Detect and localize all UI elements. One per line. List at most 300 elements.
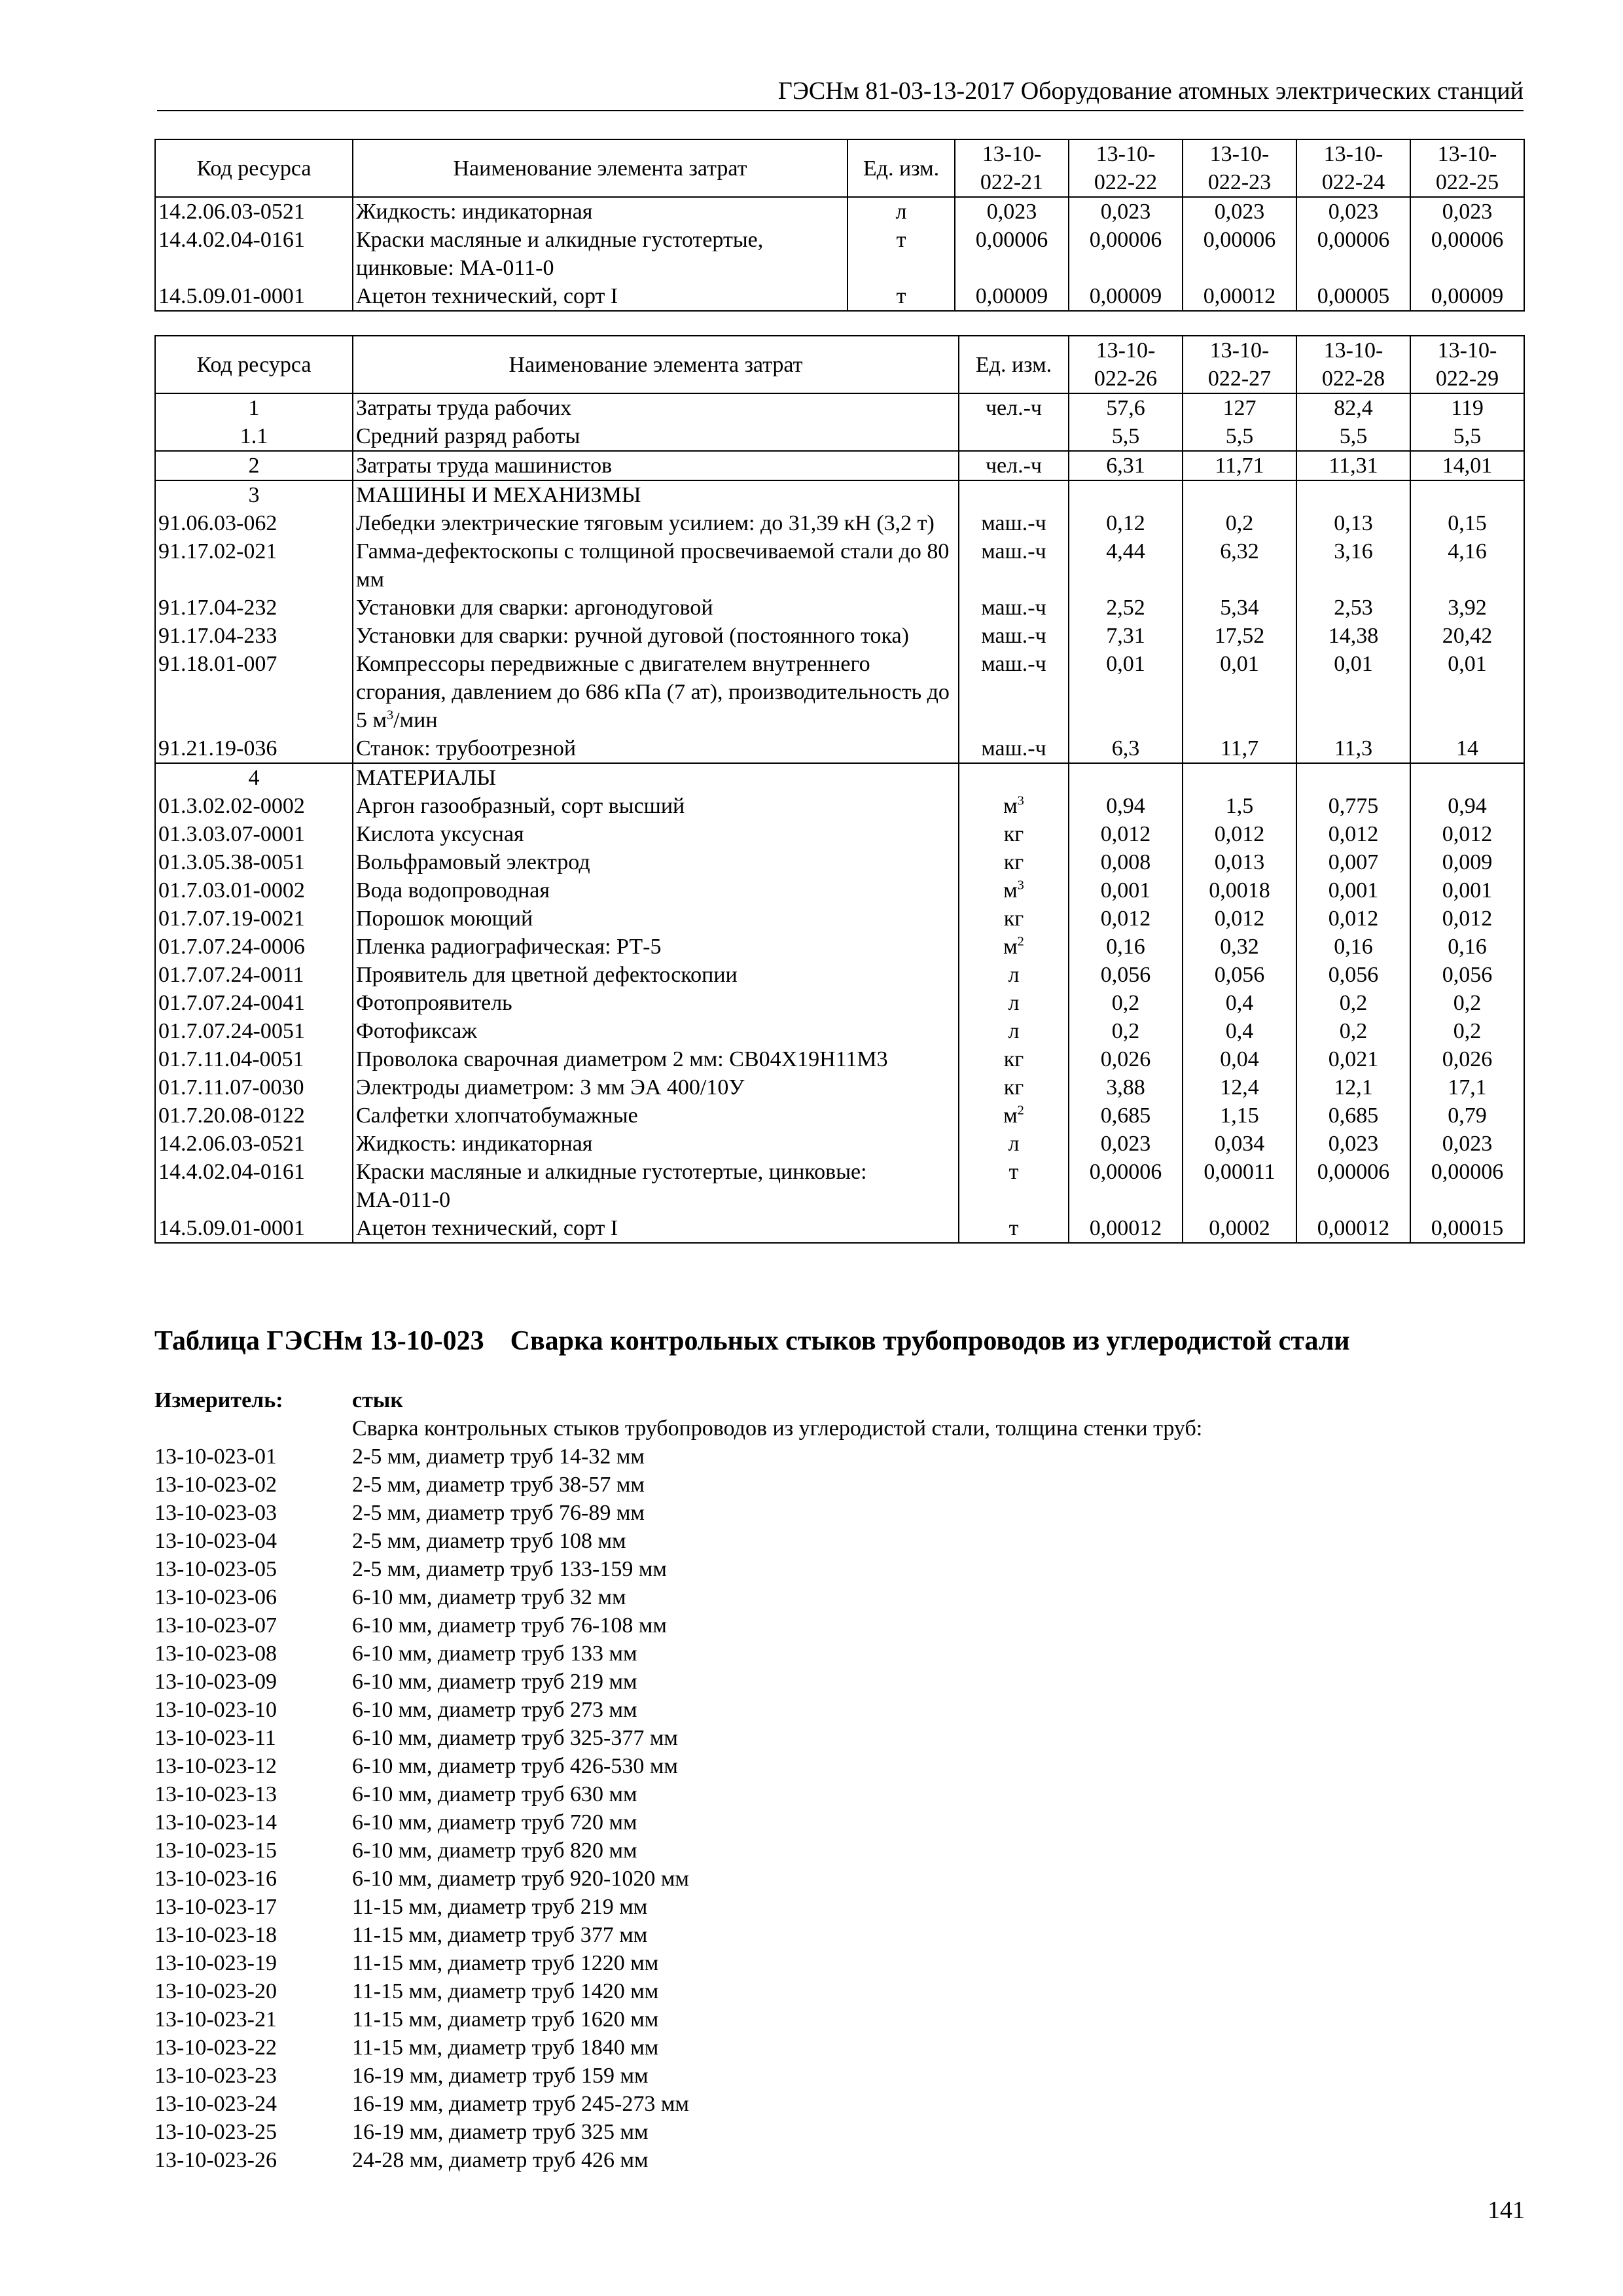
cell-code: 14.4.02.04-0161 xyxy=(155,1158,353,1214)
cell-value: 0,012 xyxy=(1183,905,1296,933)
table-row xyxy=(155,451,1524,480)
cell-value xyxy=(1069,480,1183,509)
cell-value: 0,04 xyxy=(1183,1045,1296,1073)
table-row xyxy=(155,1017,1524,1045)
cell-code: 91.18.01-007 xyxy=(155,650,353,734)
list-item xyxy=(154,1949,1202,1977)
cell-value: 0,00009 xyxy=(1410,282,1524,311)
table-header-row xyxy=(155,336,1524,393)
cell-value: 5,34 xyxy=(1183,594,1296,622)
cell-value: 0,00012 xyxy=(1069,1214,1183,1243)
cell-unit: т xyxy=(847,282,955,311)
item-text: 6-10 мм, диаметр труб 76-108 мм xyxy=(352,1613,667,1638)
cell-value: 0,009 xyxy=(1410,848,1524,876)
item-text: 11-15 мм, диаметр труб 1620 мм xyxy=(352,2007,659,2032)
table-row xyxy=(155,282,1524,311)
cell-unit xyxy=(959,763,1069,792)
cell-name: Ацетон технический, сорт I xyxy=(353,1214,959,1243)
cell-value xyxy=(1296,480,1410,509)
item-code: 13-10-023-14 xyxy=(154,1810,277,1835)
cell-name: Затраты труда рабочих xyxy=(353,393,959,422)
table-row xyxy=(155,848,1524,876)
item-code: 13-10-023-23 xyxy=(154,2064,277,2088)
item-code: 13-10-023-02 xyxy=(154,1473,277,1497)
list-item xyxy=(154,1471,1202,1499)
item-text: 2-5 мм, диаметр труб 76-89 мм xyxy=(352,1501,645,1525)
table-row xyxy=(155,1073,1524,1102)
cell-value: 0,01 xyxy=(1296,650,1410,734)
header-col: 13-10- 022-23 xyxy=(1183,139,1296,197)
cell-code: 01.3.05.38-0051 xyxy=(155,848,353,876)
cell-value: 0,012 xyxy=(1296,820,1410,848)
item-text: 11-15 мм, диаметр труб 377 мм xyxy=(352,1923,648,1947)
list-item xyxy=(154,1696,1202,1724)
list-item xyxy=(154,2090,1202,2118)
cell-value: 0,32 xyxy=(1183,933,1296,961)
measure-intro-row xyxy=(154,1414,1202,1443)
item-text: 24-28 мм, диаметр труб 426 мм xyxy=(352,2148,649,2172)
cell-value: 0,01 xyxy=(1069,650,1183,734)
item-code: 13-10-023-17 xyxy=(154,1895,277,1919)
cell-value: 0,00012 xyxy=(1296,1214,1410,1243)
item-text: 11-15 мм, диаметр труб 219 мм xyxy=(352,1895,648,1919)
item-code: 13-10-023-25 xyxy=(154,2120,277,2144)
cell-name: Жидкость: индикаторная xyxy=(353,1130,959,1158)
list-item xyxy=(154,1752,1202,1780)
cell-name: Порошок моющий xyxy=(353,905,959,933)
cell-value: 0,4 xyxy=(1183,1017,1296,1045)
cell-name: Проявитель для цветной дефектоскопии xyxy=(353,961,959,989)
table-row xyxy=(155,650,1524,734)
cell-value: 0,001 xyxy=(1410,876,1524,905)
cell-unit: чел.-ч xyxy=(959,451,1069,480)
table-title xyxy=(154,1325,1350,1357)
cell-code: 01.3.03.07-0001 xyxy=(155,820,353,848)
cell-unit: кг xyxy=(959,848,1069,876)
cell-value: 17,1 xyxy=(1410,1073,1524,1102)
item-text: 16-19 мм, диаметр труб 159 мм xyxy=(352,2064,649,2088)
cell-unit: $м^2$ xyxy=(959,933,1069,961)
cell-value: 5,5 xyxy=(1069,422,1183,451)
cell-value: 0,012 xyxy=(1069,820,1183,848)
item-code: 13-10-023-05 xyxy=(154,1557,277,1581)
item-code: 13-10-023-20 xyxy=(154,1979,277,2003)
cell-name: Станок: трубоотрезной xyxy=(353,734,959,763)
cell-value: 0,01 xyxy=(1183,650,1296,734)
cell-unit: л xyxy=(959,989,1069,1017)
resource-table-1 xyxy=(154,139,1525,312)
cell-name: Жидкость: индикаторная xyxy=(353,197,847,226)
cell-unit xyxy=(959,422,1069,451)
cell-name: Ацетон технический, сорт I xyxy=(353,282,847,311)
cell-value: 0,00006 xyxy=(1410,226,1524,282)
cell-value: 0,012 xyxy=(1183,820,1296,848)
cell-code: 01.7.11.04-0051 xyxy=(155,1045,353,1073)
item-code: 13-10-023-11 xyxy=(154,1726,276,1750)
measure-section xyxy=(154,1386,1202,2174)
item-text: 2-5 мм, диаметр труб 38-57 мм xyxy=(352,1473,645,1497)
cell-value: 11,3 xyxy=(1296,734,1410,763)
cell-value: 0,034 xyxy=(1183,1130,1296,1158)
cell-value: 0,012 xyxy=(1410,905,1524,933)
cell-value: 0,023 xyxy=(1069,1130,1183,1158)
item-code: 13-10-023-24 xyxy=(154,2092,277,2116)
cell-value: 5,5 xyxy=(1410,422,1524,451)
cell-unit: т xyxy=(959,1214,1069,1243)
cell-code: 3 xyxy=(155,480,353,509)
item-text: 11-15 мм, диаметр труб 1220 мм xyxy=(352,1951,659,1975)
cell-value: 0,001 xyxy=(1069,876,1183,905)
cell-value: 0,023 xyxy=(1296,1130,1410,1158)
item-code: 13-10-023-12 xyxy=(154,1754,277,1778)
cell-value: 0,775 xyxy=(1296,792,1410,820)
cell-value: 0,2 xyxy=(1296,1017,1410,1045)
cell-unit: кг xyxy=(959,1045,1069,1073)
header-col: 13-10- 022-25 xyxy=(1410,139,1524,197)
table-row xyxy=(155,734,1524,763)
item-code: 13-10-023-06 xyxy=(154,1585,277,1609)
header-col: 13-10- 022-24 xyxy=(1296,139,1410,197)
item-code: 13-10-023-04 xyxy=(154,1529,277,1553)
cell-code: 01.7.11.07-0030 xyxy=(155,1073,353,1102)
cell-unit: кг xyxy=(959,1073,1069,1102)
item-text: 6-10 мм, диаметр труб 325-377 мм xyxy=(352,1726,678,1750)
table-row xyxy=(155,792,1524,820)
cell-code: 14.5.09.01-0001 xyxy=(155,282,353,311)
cell-value: 0,00005 xyxy=(1296,282,1410,311)
cell-code: 01.7.03.01-0002 xyxy=(155,876,353,905)
cell-code: 14.2.06.03-0521 xyxy=(155,1130,353,1158)
table-row xyxy=(155,1130,1524,1158)
item-code: 13-10-023-15 xyxy=(154,1839,277,1863)
cell-value: 0,12 xyxy=(1069,509,1183,537)
cell-value xyxy=(1410,763,1524,792)
cell-value: 0,023 xyxy=(1069,197,1183,226)
cell-unit: л xyxy=(959,1130,1069,1158)
cell-name: Затраты труда машинистов xyxy=(353,451,959,480)
cell-value: 11,7 xyxy=(1183,734,1296,763)
cell-code: 01.3.02.02-0002 xyxy=(155,792,353,820)
cell-code: 4 xyxy=(155,763,353,792)
cell-code: 2 xyxy=(155,451,353,480)
table-row xyxy=(155,1214,1524,1243)
cell-value: 127 xyxy=(1183,393,1296,422)
measure-row xyxy=(154,1386,1202,1414)
item-code: 13-10-023-07 xyxy=(154,1613,277,1638)
cell-unit: л xyxy=(847,197,955,226)
cell-unit: л xyxy=(959,1017,1069,1045)
cell-value xyxy=(1410,480,1524,509)
table-row xyxy=(155,933,1524,961)
cell-value: 0,2 xyxy=(1410,989,1524,1017)
cell-value: 0,2 xyxy=(1069,1017,1183,1045)
cell-value: 3,88 xyxy=(1069,1073,1183,1102)
cell-unit: л xyxy=(959,961,1069,989)
table-row xyxy=(155,622,1524,650)
cell-value: 0,00006 xyxy=(1183,226,1296,282)
cell-value: 7,31 xyxy=(1069,622,1183,650)
cell-unit: маш.-ч xyxy=(959,650,1069,734)
table-row xyxy=(155,961,1524,989)
table-row xyxy=(155,1102,1524,1130)
table-row xyxy=(155,763,1524,792)
cell-value: 0,16 xyxy=(1069,933,1183,961)
table-row xyxy=(155,509,1524,537)
cell-value: 0,00012 xyxy=(1183,282,1296,311)
cell-value: 0,056 xyxy=(1069,961,1183,989)
table-row xyxy=(155,480,1524,509)
item-text: 6-10 мм, диаметр труб 133 мм xyxy=(352,1641,637,1666)
list-item xyxy=(154,2062,1202,2090)
list-item xyxy=(154,1443,1202,1471)
table-body xyxy=(155,393,1524,1243)
cell-value xyxy=(1069,763,1183,792)
item-code: 13-10-023-18 xyxy=(154,1923,277,1947)
table-body xyxy=(155,197,1524,311)
cell-unit: $м^2$ xyxy=(959,1102,1069,1130)
item-text: 6-10 мм, диаметр труб 426-530 мм xyxy=(352,1754,678,1778)
table-row xyxy=(155,876,1524,905)
cell-unit: маш.-ч xyxy=(959,622,1069,650)
cell-value: 11,71 xyxy=(1183,451,1296,480)
cell-value: 5,5 xyxy=(1183,422,1296,451)
item-code: 13-10-023-19 xyxy=(154,1951,277,1975)
cell-value: 4,44 xyxy=(1069,537,1183,594)
cell-value: 0,023 xyxy=(1296,197,1410,226)
cell-name: Установки для сварки: аргонодуговой xyxy=(353,594,959,622)
cell-code: 91.17.02-021 xyxy=(155,537,353,594)
cell-code: 01.7.07.24-0011 xyxy=(155,961,353,989)
list-item xyxy=(154,1921,1202,1949)
cell-unit xyxy=(959,480,1069,509)
cell-value: 0,00006 xyxy=(1069,226,1183,282)
cell-name: Аргон газообразный, сорт высший xyxy=(353,792,959,820)
cell-value: 0,01 xyxy=(1410,650,1524,734)
cell-value: 0,2 xyxy=(1410,1017,1524,1045)
list-item xyxy=(154,1527,1202,1555)
cell-name: Проволока сварочная диаметром 2 мм: СВ04Х19Н11М3 xyxy=(353,1045,959,1073)
cell-unit: кг xyxy=(959,820,1069,848)
cell-name: Кислота уксусная xyxy=(353,820,959,848)
cell-value: 1,15 xyxy=(1183,1102,1296,1130)
cell-value: 0,00011 xyxy=(1183,1158,1296,1214)
item-code: 13-10-023-26 xyxy=(154,2148,277,2172)
cell-code: 91.21.19-036 xyxy=(155,734,353,763)
cell-value: 2,53 xyxy=(1296,594,1410,622)
cell-unit: т xyxy=(847,226,955,282)
list-item xyxy=(154,2118,1202,2146)
cell-value xyxy=(1183,480,1296,509)
cell-value: 0,00006 xyxy=(955,226,1069,282)
cell-unit: $м^3$ xyxy=(959,792,1069,820)
cell-value: 0,13 xyxy=(1296,509,1410,537)
cell-value: 20,42 xyxy=(1410,622,1524,650)
cell-name: Пленка радиографическая: РТ-5 xyxy=(353,933,959,961)
cell-value: 6,31 xyxy=(1069,451,1183,480)
header-code: Код ресурса xyxy=(155,336,353,393)
cell-value: 0,0018 xyxy=(1183,876,1296,905)
list-item xyxy=(154,1668,1202,1696)
list-item xyxy=(154,1611,1202,1640)
table-number: Таблица ГЭСНм 13-10-023 xyxy=(154,1326,484,1356)
cell-value: 0,4 xyxy=(1183,989,1296,1017)
cell-value: 0,94 xyxy=(1410,792,1524,820)
cell-value: 0,15 xyxy=(1410,509,1524,537)
cell-value: 0,00009 xyxy=(1069,282,1183,311)
cell-value: 11,31 xyxy=(1296,451,1410,480)
item-text: 2-5 мм, диаметр труб 133-159 мм xyxy=(352,1557,667,1581)
cell-code: 1.1 xyxy=(155,422,353,451)
table-row xyxy=(155,422,1524,451)
page-number: 141 xyxy=(1488,2197,1525,2224)
cell-value: 3,16 xyxy=(1296,537,1410,594)
cell-value: 5,5 xyxy=(1296,422,1410,451)
cell-value: 0,056 xyxy=(1183,961,1296,989)
cell-value xyxy=(1183,763,1296,792)
list-item xyxy=(154,1977,1202,2005)
cell-value: 0,023 xyxy=(1410,197,1524,226)
cell-value: 0,2 xyxy=(1069,989,1183,1017)
list-item xyxy=(154,1780,1202,1808)
cell-value: 0,001 xyxy=(1296,876,1410,905)
cell-value: 0,013 xyxy=(1183,848,1296,876)
cell-name: Фотопроявитель xyxy=(353,989,959,1017)
cell-value: 14,01 xyxy=(1410,451,1524,480)
cell-code: 14.4.02.04-0161 xyxy=(155,226,353,282)
cell-value: 0,012 xyxy=(1296,905,1410,933)
cell-code: 91.17.04-232 xyxy=(155,594,353,622)
cell-value: 4,16 xyxy=(1410,537,1524,594)
table-row xyxy=(155,393,1524,422)
header-name: Наименование элемента затрат xyxy=(353,139,847,197)
cell-name: Установки для сварки: ручной дуговой (постоянного тока) xyxy=(353,622,959,650)
list-item xyxy=(154,1837,1202,1865)
list-item xyxy=(154,2146,1202,2174)
cell-value: 0,685 xyxy=(1296,1102,1410,1130)
list-item xyxy=(154,1583,1202,1611)
cell-value: 12,4 xyxy=(1183,1073,1296,1102)
item-text: 2-5 мм, диаметр труб 108 мм xyxy=(352,1529,626,1553)
cell-value: 0,2 xyxy=(1296,989,1410,1017)
cell-value: 0,056 xyxy=(1410,961,1524,989)
cell-value: 14 xyxy=(1410,734,1524,763)
header-col: 13-10- 022-22 xyxy=(1069,139,1183,197)
cell-unit: т xyxy=(959,1158,1069,1214)
cell-value: 6,3 xyxy=(1069,734,1183,763)
cell-name: МАШИНЫ И МЕХАНИЗМЫ xyxy=(353,480,959,509)
cell-value: 2,52 xyxy=(1069,594,1183,622)
header-col: 13-10- 022-28 xyxy=(1296,336,1410,393)
cell-value: 0,00006 xyxy=(1069,1158,1183,1214)
cell-name: Краски масляные и алкидные густотертые, цинковые: МА-011-0 xyxy=(353,1158,959,1214)
item-code: 13-10-023-08 xyxy=(154,1641,277,1666)
measure-value: стык xyxy=(352,1388,403,1412)
item-text: 16-19 мм, диаметр труб 245-273 мм xyxy=(352,2092,689,2116)
table-row xyxy=(155,1045,1524,1073)
cell-value: 0,0002 xyxy=(1183,1214,1296,1243)
table-row xyxy=(155,989,1524,1017)
cell-value xyxy=(1296,763,1410,792)
cell-code: 01.7.20.08-0122 xyxy=(155,1102,353,1130)
cell-value: 6,32 xyxy=(1183,537,1296,594)
item-code: 13-10-023-21 xyxy=(154,2007,277,2032)
cell-value: 0,16 xyxy=(1410,933,1524,961)
item-text: 6-10 мм, диаметр труб 219 мм xyxy=(352,1670,637,1694)
cell-value: 3,92 xyxy=(1410,594,1524,622)
cell-value: 14,38 xyxy=(1296,622,1410,650)
header-unit: Ед. изм. xyxy=(847,139,955,197)
item-text: 6-10 мм, диаметр труб 630 мм xyxy=(352,1782,637,1806)
item-code: 13-10-023-22 xyxy=(154,2036,277,2060)
table-row xyxy=(155,197,1524,226)
cell-value: 17,52 xyxy=(1183,622,1296,650)
cell-value: 0,00006 xyxy=(1410,1158,1524,1214)
cell-value: 0,94 xyxy=(1069,792,1183,820)
cell-value: 82,4 xyxy=(1296,393,1410,422)
cell-name: МАТЕРИАЛЫ xyxy=(353,763,959,792)
cell-value: 0,00006 xyxy=(1296,226,1410,282)
table-row xyxy=(155,905,1524,933)
list-item xyxy=(154,2005,1202,2034)
cell-value: 0,00015 xyxy=(1410,1214,1524,1243)
cell-value: 0,026 xyxy=(1069,1045,1183,1073)
item-code: 13-10-023-03 xyxy=(154,1501,277,1525)
cell-code: 91.17.04-233 xyxy=(155,622,353,650)
table-row xyxy=(155,226,1524,282)
cell-name: Средний разряд работы xyxy=(353,422,959,451)
resource-table-2 xyxy=(154,335,1525,1244)
cell-name: Краски масляные и алкидные густотертые, цинковые: МА-011-0 xyxy=(353,226,847,282)
cell-value: 0,16 xyxy=(1296,933,1410,961)
cell-value: 0,2 xyxy=(1183,509,1296,537)
cell-unit: маш.-ч xyxy=(959,537,1069,594)
header-col: 13-10- 022-27 xyxy=(1183,336,1296,393)
item-code: 13-10-023-16 xyxy=(154,1867,277,1891)
cell-value: 0,008 xyxy=(1069,848,1183,876)
list-item xyxy=(154,2034,1202,2062)
header-col: 13-10- 022-29 xyxy=(1410,336,1524,393)
cell-code: 1 xyxy=(155,393,353,422)
table-caption: Сварка контрольных стыков трубопроводов из углеродистой стали xyxy=(510,1326,1350,1356)
page-header: ГЭСНм 81-03-13-2017 Оборудование атомных электрических станций xyxy=(157,73,1524,111)
list-item xyxy=(154,1865,1202,1893)
item-code: 13-10-023-10 xyxy=(154,1698,277,1722)
measure-intro: Сварка контрольных стыков трубопроводов из углеродистой стали, толщина стенки труб: xyxy=(352,1416,1203,1441)
table-row xyxy=(155,594,1524,622)
item-text: 6-10 мм, диаметр труб 273 мм xyxy=(352,1698,637,1722)
header-col: 13-10- 022-26 xyxy=(1069,336,1183,393)
item-text: 2-5 мм, диаметр труб 14-32 мм xyxy=(352,1444,645,1469)
cell-code: 01.7.07.24-0041 xyxy=(155,989,353,1017)
cell-code: 91.06.03-062 xyxy=(155,509,353,537)
item-text: 6-10 мм, диаметр труб 720 мм xyxy=(352,1810,637,1835)
item-code: 13-10-023-01 xyxy=(154,1444,277,1469)
cell-code: 14.2.06.03-0521 xyxy=(155,197,353,226)
header-name: Наименование элемента затрат xyxy=(353,336,959,393)
cell-value: 0,023 xyxy=(955,197,1069,226)
table-row xyxy=(155,1158,1524,1214)
item-text: 11-15 мм, диаметр труб 1420 мм xyxy=(352,1979,659,2003)
cell-value: 0,021 xyxy=(1296,1045,1410,1073)
list-item xyxy=(154,1555,1202,1583)
cell-unit: $м^3$ xyxy=(959,876,1069,905)
cell-code: 14.5.09.01-0001 xyxy=(155,1214,353,1243)
cell-unit: чел.-ч xyxy=(959,393,1069,422)
cell-code: 01.7.07.24-0006 xyxy=(155,933,353,961)
cell-value: 0,685 xyxy=(1069,1102,1183,1130)
cell-value: 0,00009 xyxy=(955,282,1069,311)
cell-value: 12,1 xyxy=(1296,1073,1410,1102)
